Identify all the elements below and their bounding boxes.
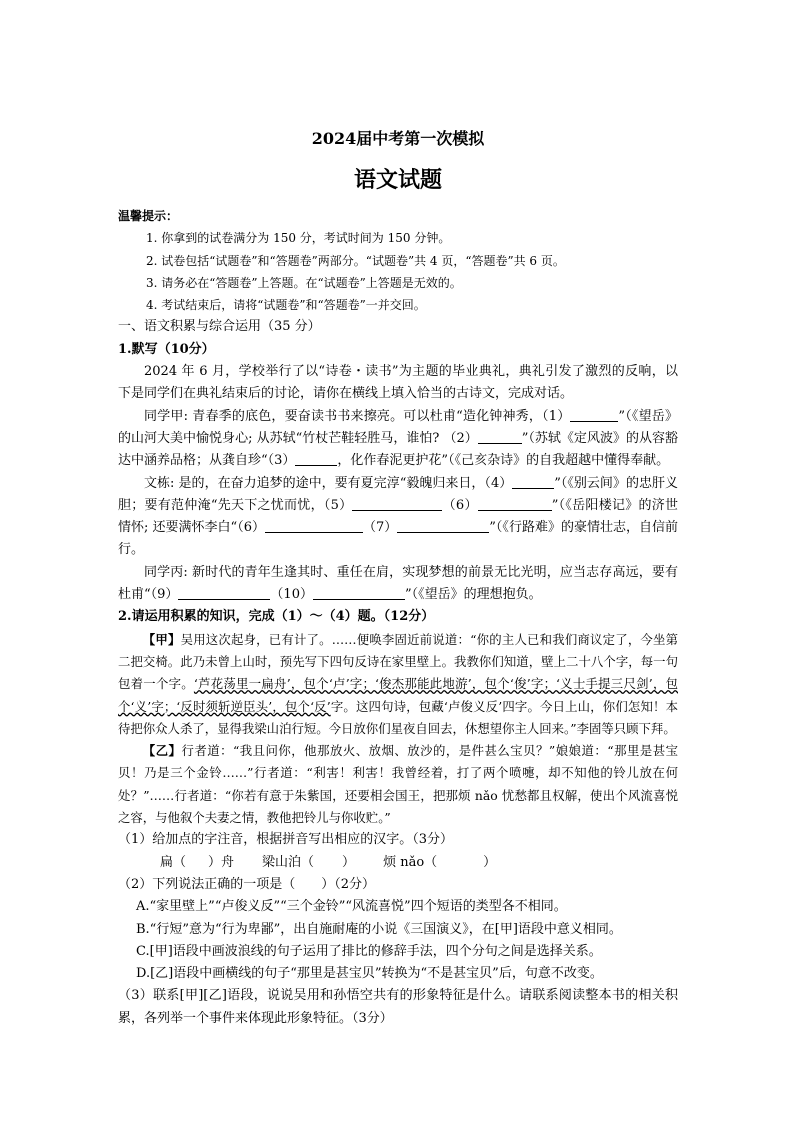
option-d: D.[乙]语段中画横线的句子“那里是甚宝贝”转换为“不是甚宝贝”后，句意不改变。 <box>136 966 603 982</box>
dialogue-text: 同学丙: 新时代的青年生逢其时、重任在肩，实现梦想的前景无比光明，应当志存高远，要有杜甫“（9） <box>118 564 678 603</box>
dialogue-yi <box>118 473 678 562</box>
pinyin-row <box>118 852 678 874</box>
section-heading: 一、语文积累与综合运用（35 分） <box>118 319 321 335</box>
pinyin-item: 烦 nǎo（ <box>383 854 438 870</box>
hint-item: 3. 请务必在“答题卷”上答题。在“试题卷”上答题是无效的。 <box>146 275 462 290</box>
answer-blank-10[interactable] <box>313 585 405 600</box>
pinyin-item: ） <box>342 854 356 870</box>
dialogue-text: ”（《岳阳楼记》的济世情怀; 还要满怀李白“（6） <box>118 497 678 536</box>
answer-blank-4[interactable] <box>512 474 554 489</box>
passage-tag: 【乙】 <box>142 743 182 759</box>
hint-item: 4. 考试结束后，请将“试题卷”和“答题卷”一并交回。 <box>146 298 426 313</box>
passage-text: 吴用这次起身，已有计了。……便唤李固近前说道：“你的主人已和我们商议定了，今坐第二把交椅。此乃未曾上山时，预先写下四句反诗在家里壁上。我教你们知道，壁上二十八个字，每一句包着一个字。 <box>118 631 678 692</box>
passage-text: 行者道：“我且问你，他那放火、放烟、放沙的，是件甚么宝贝？”娘娘道：“那里是甚宝贝！乃是三个金铃……”行者道：“利害！利害！我曾经着，打了两个喷嚏，却不知他的铃儿放在何处？”……行者道：“你若有意于朱紫国，还要相会国王，把那烦 nǎo 忧愁都且权解，使出个风流喜悦之容，与他叙个夫妻之情，教他把铃儿与你收贮。” <box>118 743 678 826</box>
answer-blank-9[interactable] <box>178 585 270 600</box>
dialogue-text: 同学甲: 青春季的底色，要奋读书书来擦亮。可以杜甫“造化钟神秀，（1） <box>144 408 571 424</box>
answer-blank-6b[interactable] <box>265 518 363 533</box>
dialogue-text: （10） <box>270 587 313 603</box>
exam-page <box>118 126 678 1030</box>
option-b: B.“行短”意为“行为卑鄙”，出自施耐庵的小说《三国演义》，在[甲]语段中意义相同。 <box>136 921 622 937</box>
question-2-label: 2.请运用积累的知识，完成（1）～（4）题。（12分） <box>118 609 435 625</box>
dialogue-text: ”（苏轼《定风波》的从容豁达中涵养品格；从龚自珍“（3） <box>118 430 678 469</box>
dialogue-text: ，化作春泥更护花”（《己亥杂诗》的自我超越中懂得奉献。 <box>337 453 670 469</box>
question-1-intro: 2024 年 6 月，学校举行了以“诗卷・读书”为主题的毕业典礼，典礼引发了激烈的反响，以下是同学们在典礼结束后的讨论，请你在横线上填入恰当的古诗文，完成对话。 <box>118 364 678 402</box>
answer-blank-3[interactable] <box>295 451 337 466</box>
dialogue-text: 文栋: 是的，在奋力追梦的途中，要有夏完淳“毅魄归来日，（4） <box>144 475 513 491</box>
option-c: C.[甲]语段中画波浪线的句子运用了排比的修辞手法，四个分句之间是选择关系。 <box>136 943 602 959</box>
passage-tag: 【甲】 <box>142 631 181 647</box>
subject-title: 语文试题 <box>353 167 442 193</box>
answer-blank-7[interactable] <box>397 518 489 533</box>
sub-question-2: （2）下列说法正确的一项是（ ）（2分） <box>118 876 376 892</box>
answer-blank-1[interactable] <box>570 407 618 422</box>
dialogue-text: ”（《行路难》的豪情壮志，自信前行。 <box>118 520 678 558</box>
question-1-label: 1.默写（10分） <box>118 341 215 357</box>
answer-blank-2[interactable] <box>478 429 522 444</box>
option-a: A.“家里壁上”“卢俊义反”“三个金铃”“风流喜悦”四个短语的类型各不相同。 <box>136 899 567 915</box>
hints-label: 温馨提示： <box>118 209 179 223</box>
pinyin-item: ） <box>483 854 497 870</box>
dialogue-text: ”（《望岳》的理想抱负。 <box>404 587 542 603</box>
pinyin-item: 梁山泊（ <box>262 854 315 870</box>
answer-blank-6[interactable] <box>478 496 552 511</box>
passage-yi <box>118 740 678 829</box>
answer-blank-5[interactable] <box>352 496 442 511</box>
dialogue-text: ”（《别云间》的忠肝义胆；要有范仲淹“先天下之忧而忧，（5） <box>118 475 678 513</box>
exam-title: 2024届中考第一次模拟 <box>311 129 485 148</box>
hint-item: 2. 试卷包括“试题卷”和“答题卷”两部分。“试题卷”共 4 页，“答题卷”共 6 页。 <box>146 253 565 268</box>
dialogue-text: （6） <box>442 497 478 513</box>
wavy-underlined-sentence: ‘芦花荡里一扁舟’，包个‘卢’字；‘俊杰那能此地游’，包个‘俊’字；‘义士手提三尺剑’，包个‘义’字；‘反时须斩逆臣头’，包个‘反’ <box>118 676 678 714</box>
dialogue-text: （7） <box>362 520 398 536</box>
sub-question-3: （3）联系[甲][乙]语段，说说吴用和孙悟空共有的形象特征是什么。请联系阅读整本书的相关积累，各列举一个事件来体现此形象特征。（3分） <box>118 988 678 1026</box>
hint-item: 1. 你拿到的试卷满分为 150 分，考试时间为 150 分钟。 <box>146 231 451 246</box>
passage-jia <box>118 629 678 740</box>
sub-question-1: （1）给加点的字注音，根据拼音写出相应的汉字。（3分） <box>118 832 454 848</box>
dialogue-text: ”（《望岳》的山河大美中愉悦身心; 从苏轼“竹杖芒鞋轻胜马，谁怕? （2） <box>118 408 678 446</box>
pinyin-item: 扁（ <box>160 854 187 870</box>
dialogue-bing <box>118 562 678 607</box>
pinyin-item: ）舟 <box>208 854 235 870</box>
dialogue-jia <box>118 406 678 473</box>
passage-text: 字。这四句诗，包藏‘卢俊义反’四字。今日上山，你们怎知！本待把你众人杀了，显得我梁山泊行短。今日放你们星夜自回去，休想望你主人回来。”李固等只顾下拜。 <box>118 698 678 736</box>
